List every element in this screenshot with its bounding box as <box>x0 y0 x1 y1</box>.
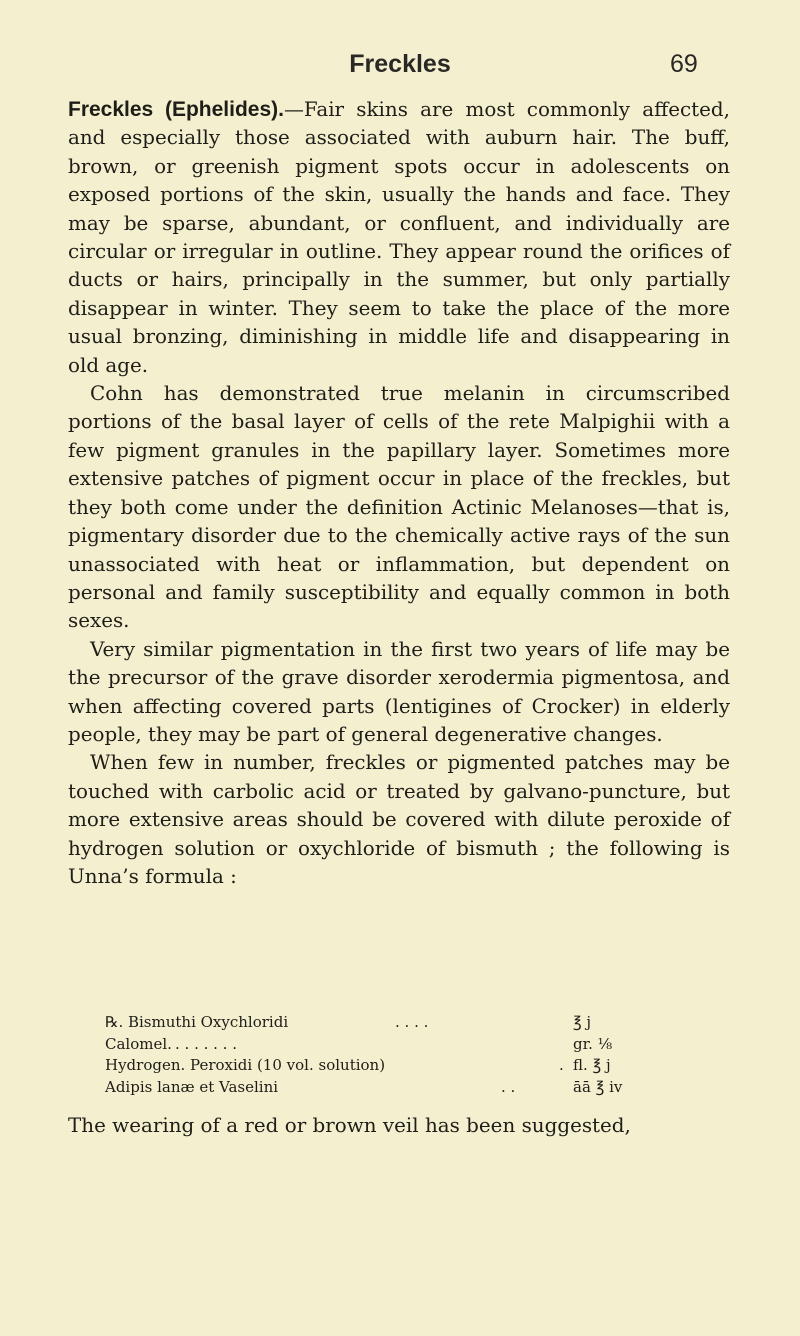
ingredient-dose: ℥ j <box>573 1013 592 1031</box>
formula-row <box>105 1034 625 1056</box>
formula-row <box>105 1012 625 1034</box>
closing-line: The wearing of a red or brown veil has been suggested, <box>68 1114 631 1137</box>
ingredient-name: Hydrogen. Peroxidi (10 vol. solution) <box>105 1056 386 1074</box>
leader-dots: . . . . <box>395 1013 429 1031</box>
ingredient-name: ℞. Bismuthi Oxychloridi <box>105 1013 289 1031</box>
paragraph-cohn: Cohn has demonstrated true melanin in circumscribed portions of the basal layer of cells of the rete Malpighii with a few pigment granules in the papillary layer. Sometimes more extensive patches of pigment occur in place of the freckles, but they both come under the definition Actinic Melanoses—that is, pigmentary disorder due to the chemically active rays of the sun unassociated with heat or inflammation, but dependent on personal and family susceptibility and equally common in both sexes. <box>68 382 730 633</box>
paragraph-pigmentation: Very similar pigmentation in the first two years of life may be the precursor of the grave disorder xerodermia pigmentosa, and when affecting covered parts (lentigines of Crocker) in elderly people, they may be part of general degenerative changes. <box>68 637 730 746</box>
ingredient-name: Calomel. <box>105 1034 172 1053</box>
body-text <box>68 96 730 891</box>
section-heading: Freckles (Ephelides). <box>68 98 284 121</box>
formula-row <box>105 1077 625 1099</box>
leader-dots: . <box>559 1056 564 1074</box>
running-title: Freckles <box>349 50 451 78</box>
ingredient-dose: gr. ⅛ <box>573 1034 613 1053</box>
leader-dots: . . <box>501 1077 516 1096</box>
prescription-formula <box>105 1012 625 1098</box>
ingredient-name: Adipis lanæ et Vaselini <box>105 1077 279 1096</box>
leader-dots: . . . . . . . <box>175 1034 237 1053</box>
paragraph-text: —Fair skins are most commonly affected, and especially those associated with auburn hair. The buff, brown, or greenish pigment spots occur in adolescents on exposed portions of the skin, usually the hands and face. They may be sparse, abundant, or confluent, and individually are circular or irregular in outline. They appear round the orifices of ducts or hairs, principally in the summer, but only partially disappear in winter. They seem to take the place of the more usual bronzing, diminishing in middle life and disappearing in old age. <box>68 98 730 377</box>
paragraph-freckles <box>68 96 730 380</box>
page-number: 69 <box>670 50 698 78</box>
paragraph-treatment: When few in number, freckles or pigmented patches may be touched with carbolic acid or treated by galvano-puncture, but more extensive areas should be covered with dilute peroxide of hydrogen solution or oxychloride of bismuth ; the following is Unna’s formula : <box>68 751 730 888</box>
ingredient-dose: fl. ℥ j <box>573 1056 611 1074</box>
ingredient-dose: āā ℥ iv <box>573 1077 623 1096</box>
formula-row <box>105 1055 625 1077</box>
